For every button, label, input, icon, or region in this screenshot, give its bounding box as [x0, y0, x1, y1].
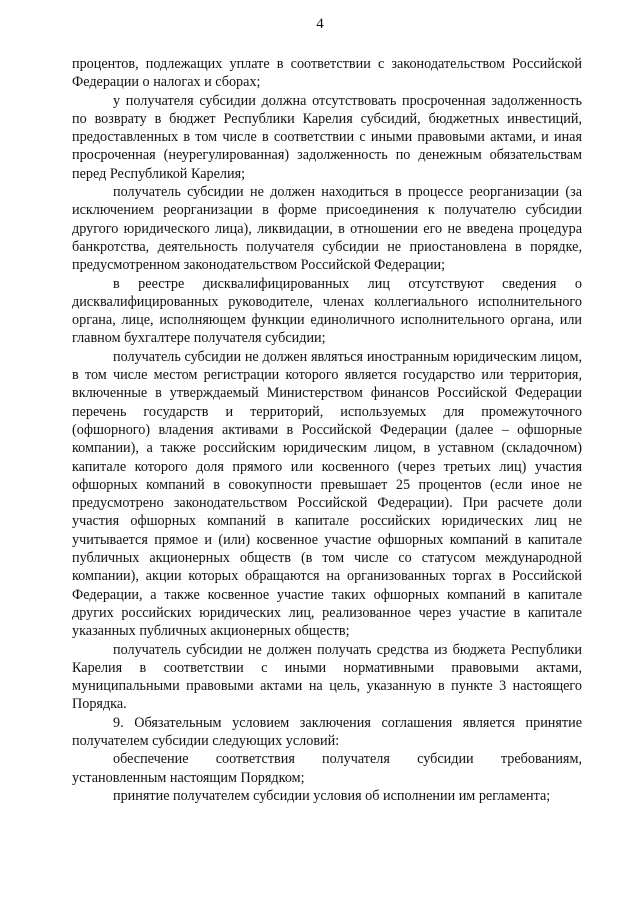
paragraph-3: получатель субсидии не должен находиться в процессе реорганизации (за исключением реорганизации в форме присоединения к получателю субсидии другого юридического лица), ликвидации, в отношении его не введена процедура банкротства, деятельность получателя субсидии не приостановлена в порядке, предусмотренном законодательством Российской Федерации;	[72, 184, 582, 274]
document-body	[72, 55, 582, 805]
paragraph-9: принятие получателем субсидии условия об исполнении им регламента;	[113, 787, 551, 804]
paragraph-8: обеспечение соответствия получателя субсидии требованиям, установленным настоящим Порядком;	[72, 751, 582, 786]
page-number: 4	[316, 16, 324, 32]
paragraph-4: в реестре дисквалифицированных лиц отсутствуют сведения о дисквалифицированных руководителе, членах коллегиального исполнительного органа, лице, исполняющем функции единоличного исполнительного органа, или главном бухгалтере получателя субсидии;	[72, 275, 582, 347]
paragraph-6: получатель субсидии не должен получать средства из бюджета Республики Карелия в соответствии с иными нормативными правовыми актами, муниципальными правовыми актами на цель, указанную в пункте 3 настоящего Порядка.	[72, 641, 582, 713]
paragraph-1: процентов, подлежащих уплате в соответствии с законодательством Российской Федерации о налогах и сборах;	[72, 56, 582, 91]
paragraph-7: 9. Обязательным условием заключения соглашения является принятие получателем субсидии следующих условий:	[72, 714, 582, 749]
paragraph-2: у получателя субсидии должна отсутствовать просроченная задолженность по возврату в бюджет Республики Карелия субсидий, бюджетных инвестиций, предоставленных в том числе в соответствии с иными правовыми актами, и иная просроченная (неурегулированная) задолженность по денежным обязательствам перед Республикой Карелия;	[72, 92, 582, 182]
paragraph-5: получатель субсидии не должен являться иностранным юридическим лицом, в том числе местом регистрации которого является государство или территория, включенные в утверждаемый Министерством финансов Российской Федерации перечень государств и территорий, используемых для промежуточного (офшорного) владения активами в Российской Федерации (далее – офшорные компании), а также российским юридическим лицом, в уставном (складочном) капитале которого доля прямого или косвенного (через третьих лиц) участия офшорных компаний в совокупности превышает 25 процентов (если иное не предусмотрено законодательством Российской Федерации). При расчете доли участия офшорных компаний в капитале российских юридических лиц не учитывается прямое и (или) косвенное участие офшорных компаний в капитале публичных акционерных обществ (в том числе со статусом международной компании), акции которых обращаются на организованных торгах в Российской Федерации, а также косвенное участие таких офшорных компаний в капитале других российских юридических лиц, реализованное через участие в капитале указанных публичных акционерных обществ;	[72, 348, 582, 640]
